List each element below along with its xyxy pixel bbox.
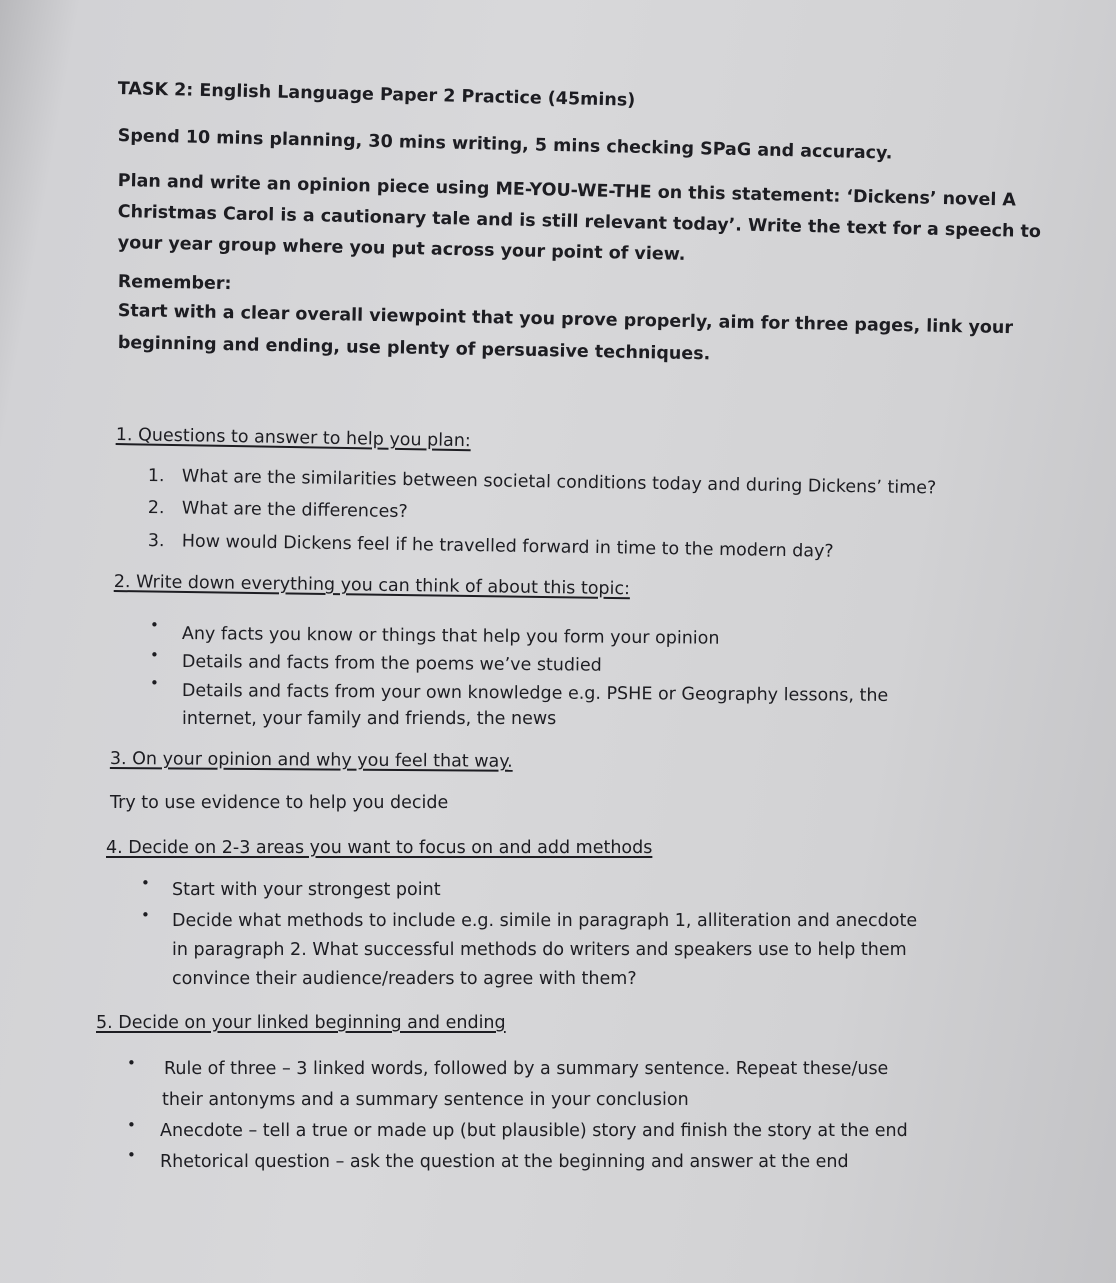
prompt-line-2: Christmas Carol is a cautionary tale and is still relevant today’. Write the text for a speech to bbox=[117, 201, 1042, 243]
prompt-line-3: your year group where you put across your point of view. bbox=[117, 232, 686, 265]
remember-line-1: Start with a clear overall viewpoint that you prove properly, aim for three pages, link your bbox=[117, 300, 1014, 339]
section4-item-1: Start with your strongest point bbox=[172, 880, 441, 900]
bullet-icon: • bbox=[127, 1054, 136, 1072]
bullet-icon: • bbox=[141, 906, 150, 924]
section3-heading: 3. On your opinion and why you feel that way. bbox=[109, 749, 513, 772]
item-number: 2. bbox=[147, 497, 165, 519]
bullet-icon: • bbox=[141, 874, 150, 892]
bullet-icon: • bbox=[150, 646, 159, 664]
section5-item-3: Rhetorical question – ask the question at the beginning and answer at the end bbox=[160, 1152, 849, 1172]
bullet-icon: • bbox=[150, 674, 159, 692]
item-number: 1. bbox=[147, 465, 165, 487]
section1-item-1 bbox=[148, 465, 937, 499]
section3-body: Try to use evidence to help you decide bbox=[110, 793, 449, 813]
item-number: 3. bbox=[147, 530, 165, 552]
section5-heading: 5. Decide on your linked beginning and ending bbox=[96, 1013, 506, 1033]
timing-instructions: Spend 10 mins planning, 30 mins writing, 5 mins checking SPaG and accuracy. bbox=[117, 125, 893, 164]
section1-heading: 1. Questions to answer to help you plan: bbox=[115, 424, 471, 452]
bullet-icon: • bbox=[127, 1116, 136, 1134]
remember-line-2: beginning and ending, use plenty of persuasive techniques. bbox=[117, 332, 711, 365]
section4-item-2: Decide what methods to include e.g. simile in paragraph 1, alliteration and anecdote bbox=[172, 911, 918, 931]
section5-item-1-cont: their antonyms and a summary sentence in your conclusion bbox=[162, 1090, 689, 1110]
section5-item-1: Rule of three – 3 linked words, followed by a summary sentence. Repeat these/use bbox=[164, 1059, 889, 1079]
bullet-icon: • bbox=[150, 616, 159, 634]
item-text: How would Dickens feel if he travelled forward in time to the modern day? bbox=[181, 531, 834, 562]
section4-item-2-cont2: convince their audience/readers to agree with them? bbox=[172, 969, 637, 989]
remember-label: Remember: bbox=[117, 271, 232, 295]
section4-heading: 4. Decide on 2-3 areas you want to focus on and add methods bbox=[106, 838, 653, 858]
section4-item-2-cont1: in paragraph 2. What successful methods do writers and speakers use to help them bbox=[172, 940, 907, 960]
section2-item-3: Details and facts from your own knowledge e.g. PSHE or Geography lessons, the bbox=[181, 681, 889, 706]
item-text: What are the differences? bbox=[181, 498, 408, 523]
section1-item-2 bbox=[148, 497, 408, 523]
item-text: What are the similarities between societal conditions today and during Dickens’ time? bbox=[181, 466, 937, 499]
section2-item-2: Details and facts from the poems we’ve studied bbox=[181, 651, 602, 676]
section5-item-2: Anecdote – tell a true or made up (but plausible) story and finish the story at the end bbox=[160, 1121, 908, 1141]
bullet-icon: • bbox=[127, 1146, 136, 1164]
section1-item-3 bbox=[148, 530, 834, 563]
prompt-line-1: Plan and write an opinion piece using ME-YOU-WE-THE on this statement: ‘Dickens’ novel A bbox=[117, 170, 1017, 211]
task-title: TASK 2: English Language Paper 2 Practice (45mins) bbox=[117, 78, 636, 111]
section2-heading: 2. Write down everything you can think of about this topic: bbox=[113, 571, 631, 600]
section2-item-1: Any facts you know or things that help you form your opinion bbox=[181, 623, 720, 649]
section2-item-3-cont: internet, your family and friends, the news bbox=[182, 709, 557, 729]
